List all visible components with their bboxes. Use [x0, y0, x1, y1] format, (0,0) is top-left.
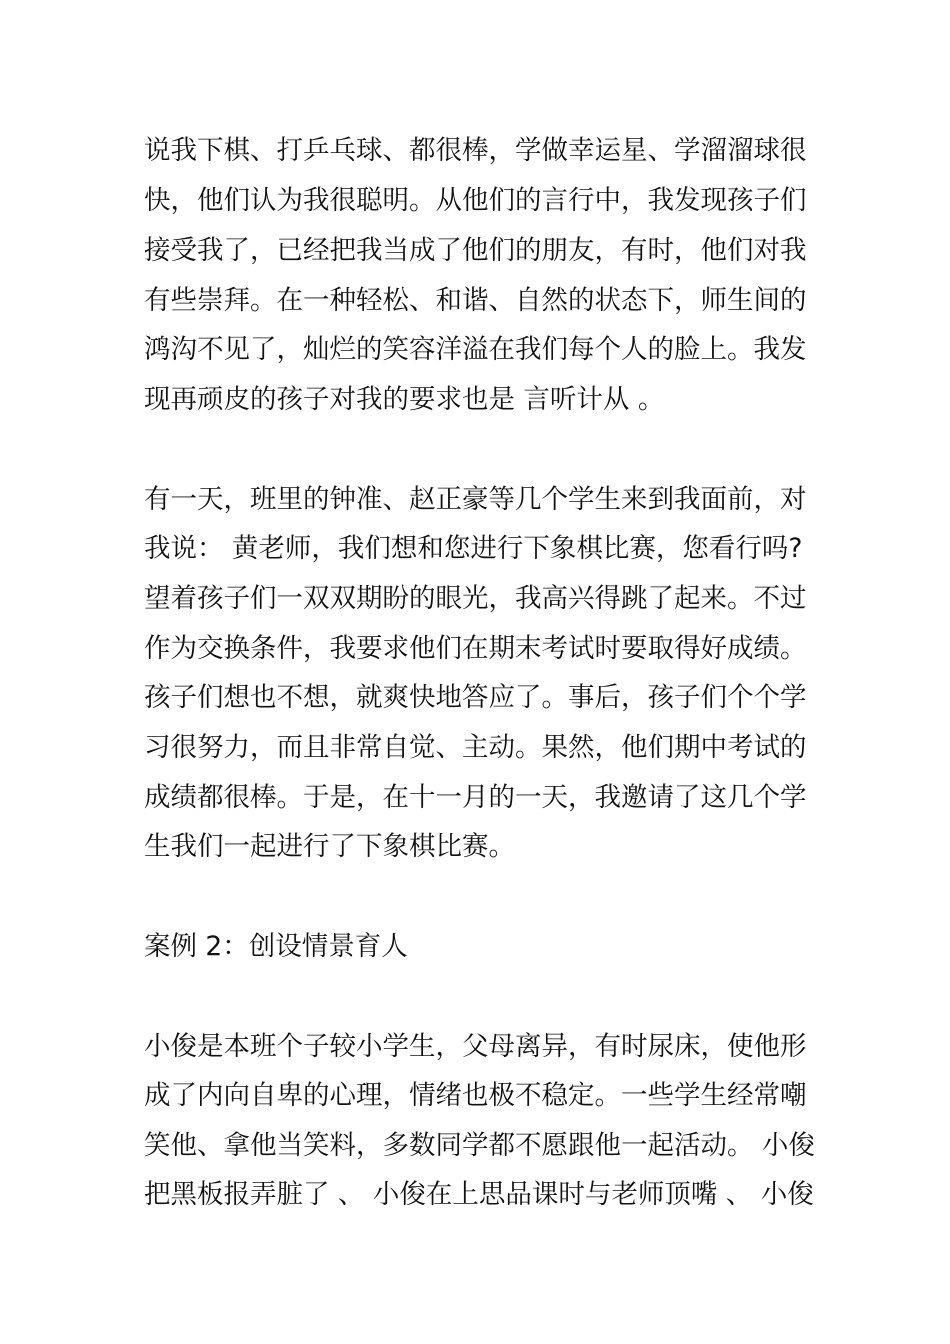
paragraph-1-line-1: 说我下棋、打乒乓球、都很棒，学做幸运星、学溜溜球很: [144, 135, 807, 166]
paragraph-2-line-6: 习很努力，而且非常自觉、主动。果然，他们期中考试的: [144, 732, 807, 763]
section-heading: 案例 2：创设情景育人: [144, 931, 408, 962]
paragraph-2-line-4: 作为交换条件，我要求他们在期末考试时要取得好成绩。: [144, 633, 807, 664]
paragraph-3-line-4: 把黑板报弄脏了 、 小俊在上思品课时与老师顶嘴 、 小俊: [144, 1179, 814, 1210]
paragraph-1-line-6: 现再顽皮的孩子对我的要求也是 言听计从 。: [144, 384, 665, 415]
paragraph-2-line-7: 成绩都很棒。于是，在十一月的一天，我邀请了这几个学: [144, 782, 807, 813]
paragraph-3-line-1: 小俊是本班个子较小学生，父母离异，有时尿床，使他形: [144, 1031, 807, 1062]
paragraph-2-line-2: 我说： 黄老师，我们想和您进行下象棋比赛，您看行吗?: [144, 533, 803, 564]
paragraph-2-line-3: 望着孩子们一双双期盼的眼光，我高兴得跳了起来。不过: [144, 583, 807, 614]
paragraph-1-line-5: 鸿沟不见了，灿烂的笑容洋溢在我们每个人的脸上。我发: [144, 334, 807, 365]
paragraph-1-line-3: 接受我了，已经把我当成了他们的朋友，有时，他们对我: [144, 235, 807, 266]
paragraph-3-line-2: 成了内向自卑的心理，情绪也极不稳定。一些学生经常嘲: [144, 1080, 807, 1111]
paragraph-2-line-8: 生我们一起进行了下象棋比赛。: [144, 831, 515, 862]
paragraph-1-line-2: 快，他们认为我很聪明。从他们的言行中，我发现孩子们: [144, 185, 807, 216]
paragraph-2-line-5: 孩子们想也不想，就爽快地答应了。事后，孩子们个个学: [144, 682, 807, 713]
paragraph-3-line-3: 笑他、拿他当笑料，多数同学都不愿跟他一起活动。 小俊: [144, 1130, 815, 1161]
paragraph-2-line-1: 有一天，班里的钟准、赵正豪等几个学生来到我面前，对: [144, 484, 807, 515]
paragraph-1-line-4: 有些崇拜。在一种轻松、和谐、自然的状态下，师生间的: [144, 285, 807, 316]
